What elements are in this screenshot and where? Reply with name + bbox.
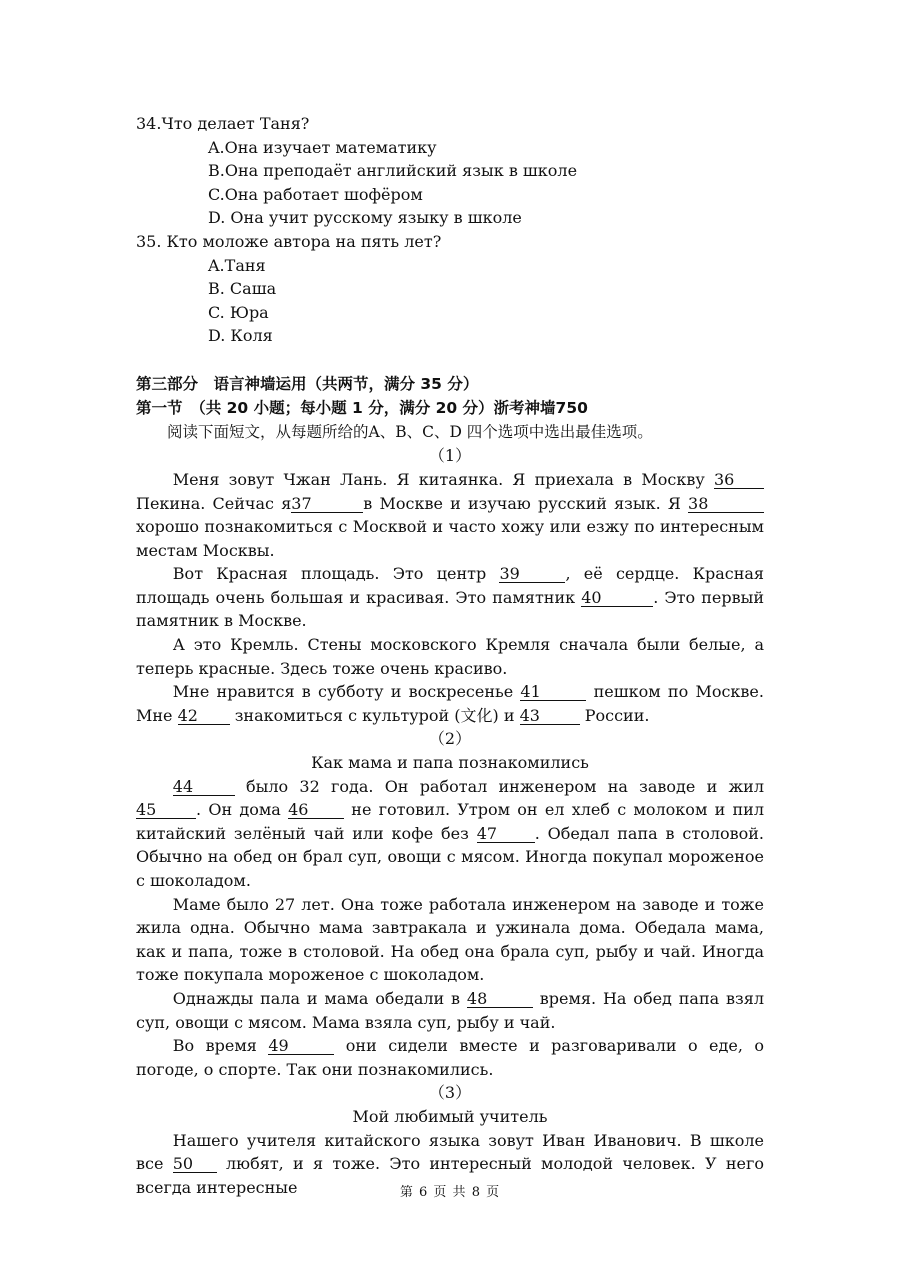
text-segment: Однажды пала и мама обедали в: [172, 988, 467, 1008]
blank-42: 42: [178, 707, 230, 725]
text-segment: Нашего учителя китайского языка зовут Иван Иванович. В школе все: [136, 1130, 764, 1174]
text-segment: они сидели вместе и разговаривали о еде, о погоде, о спорте. Так они познакомились.: [136, 1036, 764, 1079]
text-segment: в Москве и изучаю русский язык. Я: [363, 493, 689, 513]
part-heading: 第三部分 语言神墙运用（共两节，满分 35 分）: [136, 374, 479, 393]
question-34-option-c: C.Она работает шофёром: [208, 184, 423, 204]
question-35-option-d: D. Коля: [208, 326, 273, 346]
text-segment: России.: [579, 705, 650, 725]
text-segment: Пекина. Сейчас я: [136, 493, 292, 513]
blank-43: 43: [520, 707, 580, 725]
blank-46: 46: [288, 801, 344, 819]
question-35-option-a: A.Таня: [208, 255, 266, 275]
text-segment: время. На обед папа взял суп, овощи с мясом. Мама взяла суп, рыбу и чай.: [136, 988, 764, 1032]
text-1-paragraph-1: [136, 468, 764, 562]
text-2-title: Как мама и папа познакомились: [311, 753, 589, 773]
text-2-paragraph-4: [136, 1034, 764, 1081]
text-segment: Мне нравится в субботу и воскресенье: [172, 682, 521, 702]
blank-38: 38: [688, 495, 764, 513]
blank-39: 39: [499, 565, 565, 583]
question-34-stem: 34.Что делает Таня?: [136, 114, 310, 133]
text-3-title: Мой любимый учитель: [352, 1106, 548, 1126]
page-number-footer: 第 6 页 共 8 页: [399, 1185, 501, 1200]
blank-49: 49: [268, 1037, 334, 1055]
text-segment: Во время: [172, 1036, 269, 1056]
text-2-paragraph-1: [136, 775, 764, 893]
text-1-paragraph-2: [136, 562, 764, 633]
text-segment: Вот Красная площадь. Это центр: [172, 564, 500, 584]
instructions: 阅读下面短文，从每题所给的A、B、C、D 四个选项中选出最佳选项。: [167, 422, 653, 441]
blank-44: 44: [173, 778, 235, 796]
text-segment: , её сердце. Красная площадь очень большая и красивая. Это памятник: [136, 564, 764, 607]
text-segment: пешком по Москве. Мне: [136, 682, 764, 725]
text-2-paragraph-2: Маме было 27 лет. Она тоже работала инженером на заводе и тоже жила одна. Обычно мама завтракала и ужинала дома. Обедала мама, как и папа, тоже в столовой. На обед она брала суп, рыбу и чай. Иногда тоже покупала мороженое с шоколадом.: [136, 894, 764, 985]
text-2-label: （2）: [428, 729, 472, 749]
page-content: [136, 112, 764, 1199]
section-heading: 第一节 （共 20 小题；每小题 1 分，满分 20 分）浙考神墙750: [136, 398, 588, 417]
text-segment: не готовил. Утром он ел хлеб с молоком и пил китайский зелёный чай или кофе без: [136, 800, 765, 843]
text-1-paragraph-4: [136, 680, 764, 727]
blank-47: 47: [477, 825, 535, 843]
text-segment: знакомиться с культурой (文化) и: [229, 705, 520, 725]
blank-48: 48: [467, 990, 533, 1008]
blank-45: 45: [136, 801, 196, 819]
text-1-paragraph-3: А это Кремль. Стены московского Кремля сначала были белые, а теперь красные. Здесь тоже очень красиво.: [136, 635, 764, 678]
question-34-option-b: B.Она преподаёт английский язык в школе: [208, 161, 578, 181]
question-35-option-b: B. Саша: [208, 279, 277, 299]
blank-37: 37: [291, 495, 363, 513]
text-3-label: （3）: [428, 1083, 472, 1103]
text-1-label: （1）: [428, 446, 472, 466]
text-segment: хорошо познакомиться с Москвой и часто хожу или езжу по интересным местам Москвы.: [136, 517, 764, 560]
blank-40: 40: [581, 589, 653, 607]
text-segment: было 32 года. Он работал инженером на заводе и жил: [234, 776, 764, 796]
text-segment: . Он дома: [196, 800, 289, 820]
text-segment: любят, и я тоже. Это интересный молодой человек. У него всегда интересные: [136, 1154, 764, 1197]
question-34-option-d: D. Она учит русскому языку в школе: [208, 208, 522, 228]
blank-36: 36: [714, 471, 764, 489]
question-34-option-a: A.Она изучает математику: [208, 137, 437, 157]
blank-41: 41: [520, 683, 586, 701]
text-2-paragraph-3: [136, 987, 764, 1034]
question-35-option-c: C. Юра: [208, 302, 269, 322]
question-35-stem: 35. Кто моложе автора на пять лет?: [136, 231, 442, 251]
text-segment: . Это первый памятник в Москве.: [136, 587, 765, 631]
blank-50: 50: [173, 1155, 217, 1173]
text-segment: Меня зовут Чжан Лань. Я китаянка. Я приехала в Москву: [172, 469, 714, 489]
text-segment: . Обедал папа в столовой. Обычно на обед он брал суп, овощи с мясом. Иногда покупал мороженое с шоколадом.: [136, 823, 765, 891]
